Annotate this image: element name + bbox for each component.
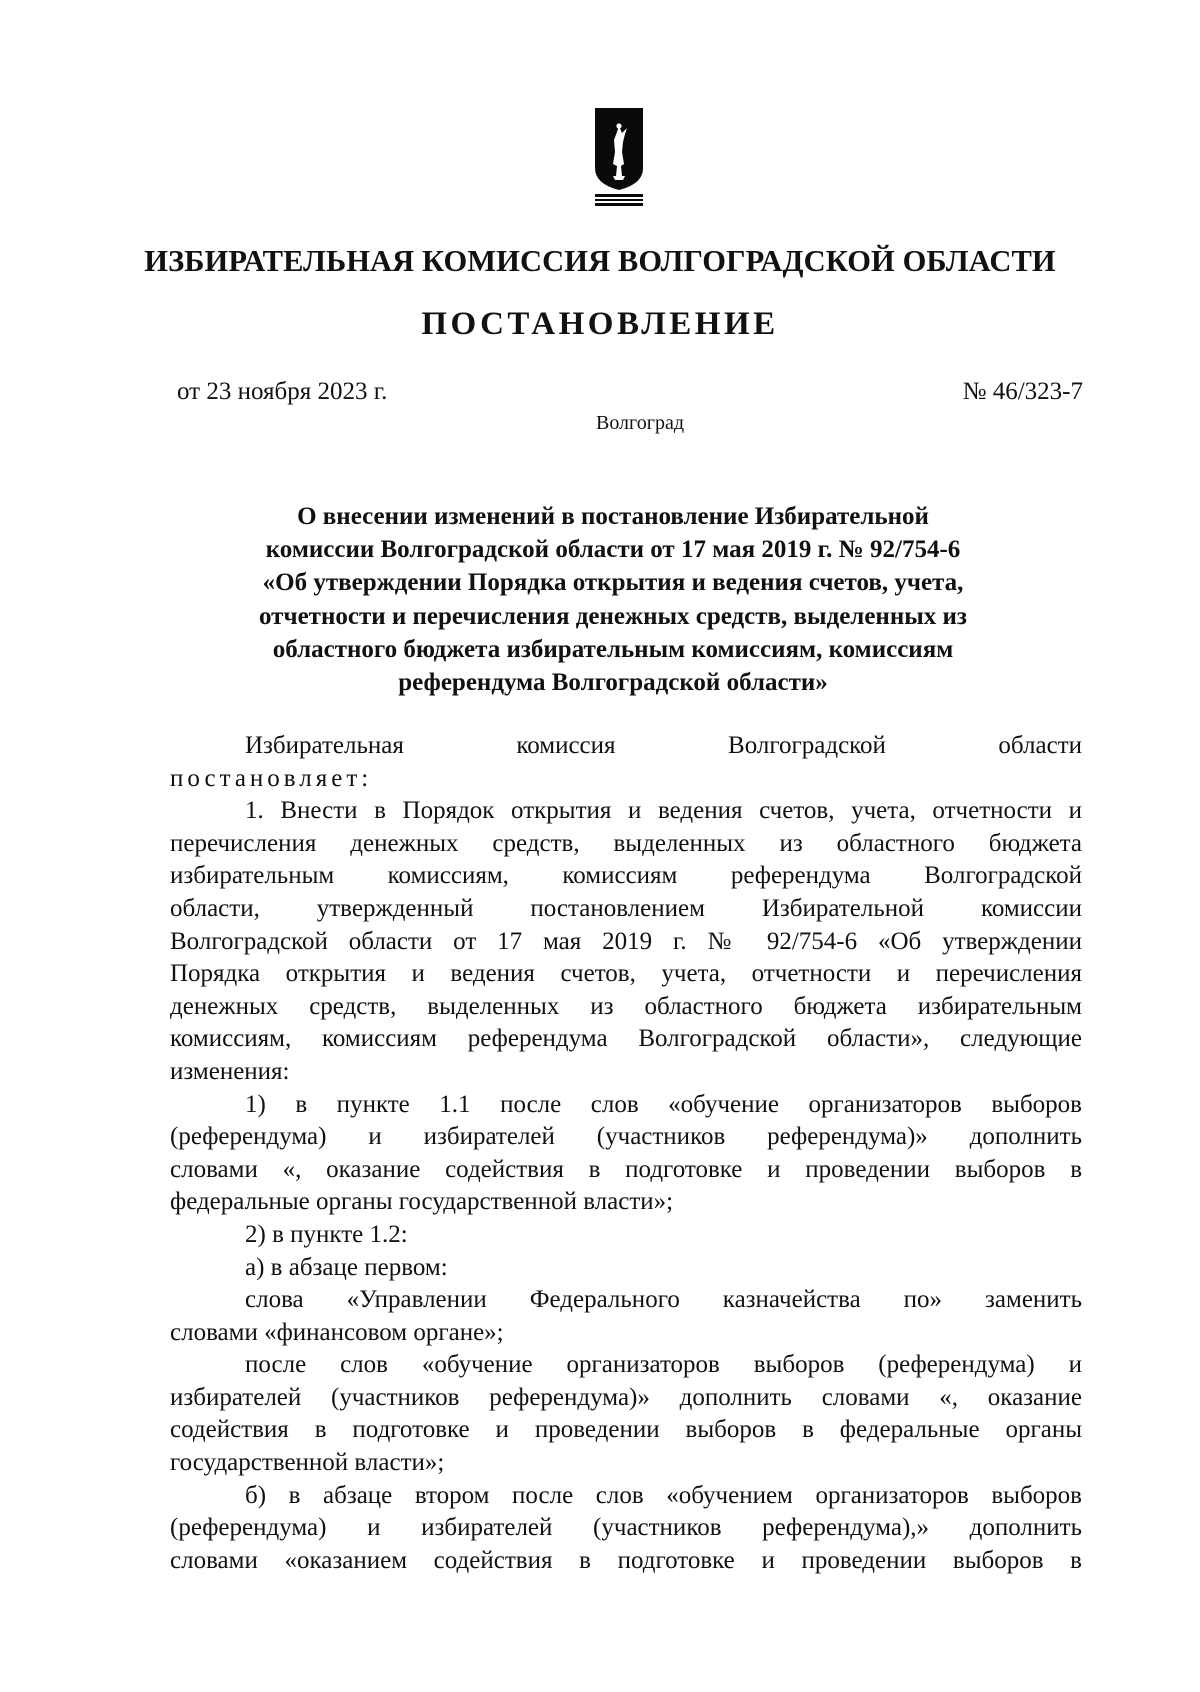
body-line: 1. Внести в Порядок открытия и ведения счетов, учета, отчетности и [245,797,1082,825]
body-line: области, утвержденный постановлением Избирательной комиссии [170,894,1082,922]
document-body [170,730,1082,1577]
body-line: денежных средств, выделенных из областного бюджета избирательным [170,992,1082,1020]
body-line: 2) в пункте 1.2: [245,1220,408,1248]
body-line: (референдума) и избирателей (участников референдума)» дополнить [170,1123,1082,1151]
body-line: словами «, оказание содействия в подготовке и проведении выборов в [170,1155,1082,1183]
body-line: слова «Управлении Федерального казначейства по» заменить [245,1286,1082,1314]
body-line: содействия в подготовке и проведении выборов в федеральные органы [170,1416,1082,1444]
title-line: отчетности и перечисления денежных средств, выделенных из [259,602,967,630]
body-line: изменения: [170,1057,290,1085]
title-line: О внесении изменений в постановление Избирательной [297,503,929,530]
body-line: 1) в пункте 1.1 после слов «обучение организаторов выборов [245,1090,1082,1118]
title-line: референдума Волгоградской области» [398,669,828,697]
body-line: словами «оказанием содействия в подготовке и проведении выборов в [170,1546,1082,1574]
document-city: Волгоград [595,412,685,434]
body-line: избирательным комиссиям, комиссиям референдума Волгоградской [170,862,1082,890]
document-date: от 23 ноября 2023 г. [177,378,388,405]
volgograd-coat-of-arms-icon [593,106,645,208]
body-line: избирателей (участников референдума)» дополнить словами «, оказание [170,1383,1082,1411]
document-title [160,500,1066,699]
document-type: ПОСТАНОВЛЕНИЕ [421,306,779,342]
body-line: словами «финансовом органе»; [170,1318,504,1346]
document-number: № 46/323-7 [962,378,1083,405]
body-line: государственной власти»; [170,1449,445,1477]
title-line: областного бюджета избирательным комиссиям, комиссиям [272,635,954,663]
body-line: (референдума) и избирателей (участников референдума),» дополнить [170,1514,1082,1542]
organization-name: ИЗБИРАТЕЛЬНАЯ КОМИССИЯ ВОЛГОГРАДСКОЙ ОБЛАСТИ [144,244,1056,278]
title-line: «Об утверждении Порядка открытия и ведения счетов, учета, [262,569,964,597]
body-line: после слов «обучение организаторов выборов (референдума) и [245,1351,1082,1379]
body-line: комиссиям, комиссиям референдума Волгоградской области», следующие [170,1025,1082,1053]
body-line: федеральные органы государственной власти»; [170,1188,674,1216]
body-line: постановляет: [170,764,373,792]
body-line: перечисления денежных средств, выделенных из областного бюджета [170,829,1082,857]
body-line: Волгоградской области от 17 мая 2019 г. № 92/754-6 «Об утверждении [170,927,1082,955]
body-line: Порядка открытия и ведения счетов, учета, отчетности и перечисления [170,960,1082,988]
body-line: а) в абзаце первом: [245,1253,448,1281]
body-line: Избирательная комиссия Волгоградской области [245,732,1082,759]
body-line: б) в абзаце втором после слов «обучением организаторов выборов [245,1481,1082,1509]
title-line: комиссии Волгоградской области от 17 мая 2019 г. № 92/754-6 [265,536,961,564]
